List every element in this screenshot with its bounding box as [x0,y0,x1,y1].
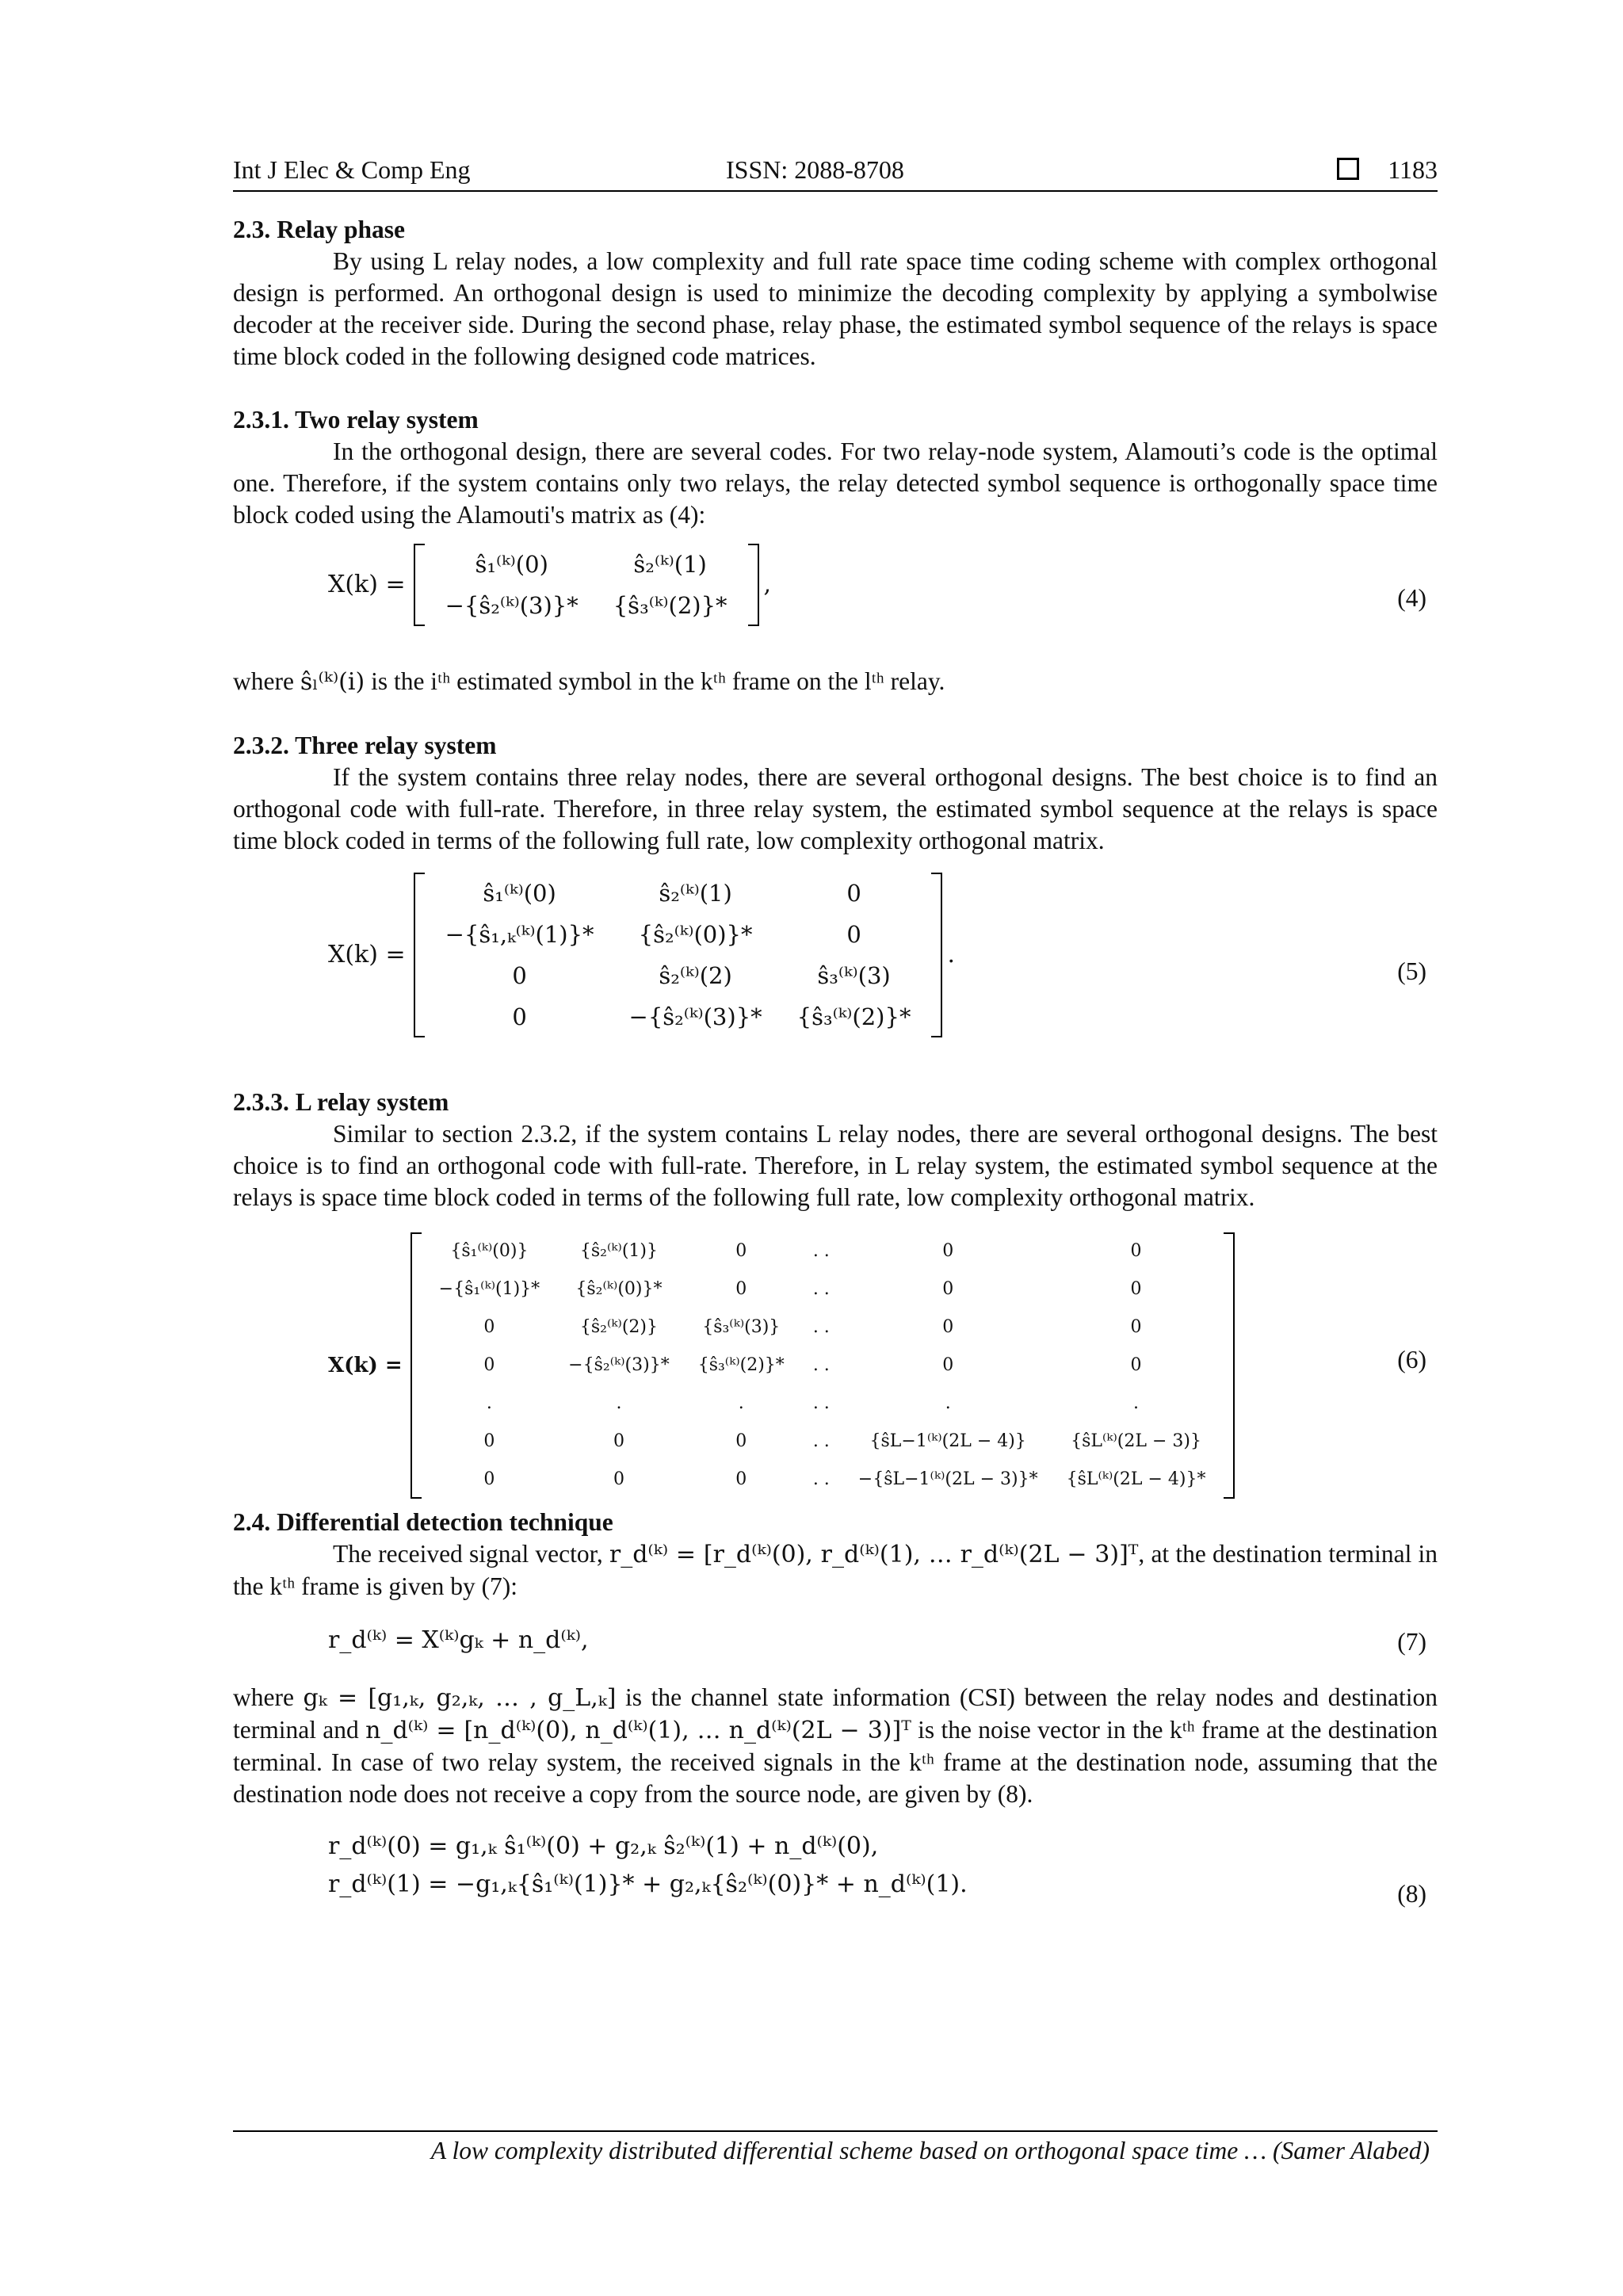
matrix-cell: {ŝ₃⁽ᵏ⁾(2)}* [796,1003,911,1030]
running-footer [233,2130,1438,2165]
matrix-cell: {ŝ₃⁽ᵏ⁾(2)}* [613,592,727,619]
matrix-cell: . [1133,1393,1140,1413]
matrix-cell: −{ŝL−1⁽ᵏ⁾(2L − 3)}* [857,1469,1038,1489]
matrix-cell: 0 [483,1355,495,1375]
equation-5-lhs: X(k) = [328,941,406,968]
matrix-cell: ŝ₃⁽ᵏ⁾(3) [817,962,891,989]
paragraph-three-relay: If the system contains three relay nodes, there are several orthogonal designs. The best choice is to find an orthogonal code with full-rate. Therefore, in three relay system, the estimated symbol sequence at the relays is space time block coded in terms of the following full rate, low complexity orthogonal matrix. [233,763,1438,854]
matrix-cell: . . [812,1317,830,1337]
matrix-cell: {ŝ₃⁽ᵏ⁾(2)}* [697,1355,785,1375]
matrix-cell: {ŝ₂⁽ᵏ⁾(0)}* [575,1279,663,1299]
matrix-cell: 0 [942,1317,954,1337]
where-text: is the iᵗʰ estimated symbol in the kᵗʰ frame on the lᵗʰ relay. [365,667,945,695]
matrix-cell: 0 [735,1279,747,1299]
where-symbol: ŝₗ⁽ᵏ⁾(i) [300,668,365,696]
matrix-cell: 0 [942,1355,954,1375]
footer-title: A low complexity distributed differential scheme based on orthogonal space time … (Samer Alabed) [430,2137,1430,2164]
equation-4 [233,531,1438,666]
matrix-cell: 0 [1130,1355,1142,1375]
matrix-cell: {ŝ₂⁽ᵏ⁾(1)} [579,1241,658,1261]
matrix-cell: −{ŝ₂⁽ᵏ⁾(3)}* [568,1355,670,1375]
where-text: is the channel state information (CSI) between the relay nodes and destination terminal and [233,1683,1438,1744]
equation-4-lhs: X(k) = [328,571,406,598]
matrix-cell: 0 [1130,1317,1142,1337]
matrix-cell: . . [812,1469,830,1489]
matrix-cell: −{ŝ₁⁽ᵏ⁾(1)}* [438,1279,540,1299]
equation-8 [233,1810,1438,1913]
equation-number-8: (8) [1397,1880,1426,1908]
body-text [233,214,1438,1913]
equation-5-trail: . [947,941,955,968]
matrix-cell: 0 [1130,1279,1142,1299]
noise-vector-expr: n_d⁽ᵏ⁾ = [n_d⁽ᵏ⁾(0), n_d⁽ᵏ⁾(1), … n_d⁽ᵏ⁾(2L − 3)]ᵀ [365,1717,911,1744]
matrix-cell: −{ŝ₂⁽ᵏ⁾(3)}* [445,592,579,619]
equation-5 [233,857,1438,1087]
matrix-cell: 0 [846,921,861,948]
alamouti-matrix [414,544,759,626]
matrix-cell: −{ŝ₂⁽ᵏ⁾(3)}* [628,1003,762,1030]
where-text: where [233,667,300,695]
equation-number-7: (7) [1397,1628,1426,1656]
section-heading-2-4: 2.4. Differential detection technique [233,1508,613,1536]
matrix-cell: 0 [735,1431,747,1451]
matrix-cell: ŝ₂⁽ᵏ⁾(2) [659,962,732,989]
matrix-cell: . [616,1393,622,1413]
matrix-cell: {ŝ₂⁽ᵏ⁾(2)} [579,1317,658,1337]
matrix-cell: . . [812,1241,830,1261]
paragraph-text: , at the destination terminal in the kᵗʰ frame is given by (7): [233,1540,1438,1600]
matrix-cell: 0 [735,1469,747,1489]
where-clause-4 [233,666,1438,698]
where-text: where [233,1683,304,1711]
matrix-cell: 0 [483,1317,495,1337]
l-relay-matrix [411,1232,1235,1499]
matrix-cell: {ŝ₂⁽ᵏ⁾(0)}* [638,921,753,948]
journal-name: Int J Elec & Comp Eng [233,155,471,184]
equation-number-5: (5) [1397,957,1426,985]
equation-8-line-1: r_d⁽ᵏ⁾(0) = g₁,ₖ ŝ₁⁽ᵏ⁾(0) + g₂,ₖ ŝ₂⁽ᵏ⁾(1) + n_d⁽ᵏ⁾(0), [328,1832,879,1860]
matrix-cell: 0 [942,1279,954,1299]
running-header [233,155,1438,192]
page-number: 1183 [1388,155,1438,184]
matrix-cell: ŝ₁⁽ᵏ⁾(0) [483,880,556,907]
matrix-cell: 0 [735,1241,747,1261]
matrix-cell: 0 [1130,1241,1142,1261]
matrix-cell: −{ŝ₁,ₖ⁽ᵏ⁾(1)}* [445,921,594,948]
equation-number-4: (4) [1397,584,1426,612]
matrix-cell: ŝ₁⁽ᵏ⁾(0) [475,551,548,578]
section-heading-2-3: 2.3. Relay phase [233,216,406,243]
matrix-cell: 0 [483,1431,495,1451]
equation-7 [233,1603,1438,1682]
matrix-cell: 0 [613,1469,624,1489]
section-heading-2-3-2: 2.3.2. Three relay system [233,732,497,759]
paragraph-text: The received signal vector, [333,1540,609,1568]
matrix-cell: {ŝL⁽ᵏ⁾(2L − 3)} [1071,1431,1201,1451]
csi-vector-expr: gₖ = [g₁,ₖ, g₂,ₖ, … , g_L,ₖ] [303,1684,617,1712]
received-vector-expr: r_d⁽ᵏ⁾ = [r_d⁽ᵏ⁾(0), r_d⁽ᵏ⁾(1), … r_d⁽ᵏ⁾(2L − 3)]ᵀ [609,1541,1139,1568]
equation-8-line-2: r_d⁽ᵏ⁾(1) = −g₁,ₖ{ŝ₁⁽ᵏ⁾(1)}* + g₂,ₖ{ŝ₂⁽ᵏ⁾(0)}* + n_d⁽ᵏ⁾(1). [328,1870,968,1898]
equation-number-6: (6) [1397,1346,1426,1373]
equation-6 [233,1213,1438,1507]
matrix-cell: {ŝ₃⁽ᵏ⁾(3)} [702,1317,781,1337]
page-number-group [1337,155,1438,185]
section-heading-2-3-3: 2.3.3. L relay system [233,1088,449,1116]
matrix-cell: {ŝL−1⁽ᵏ⁾(2L − 4)} [869,1431,1026,1451]
matrix-cell: 0 [613,1431,624,1451]
equation-4-trail: , [763,571,772,598]
paragraph-relay-phase: By using L relay nodes, a low complexity and full rate space time coding scheme with complex orthogonal design is performed. An orthogonal design is used to minimize the decoding complexity by applying a symbolwise decoder at the receiver side. During the second phase, relay phase, the estimated symbol sequence of the relays is space time block coded in the following designed code matrices. [233,247,1438,370]
matrix-cell: {ŝ₁⁽ᵏ⁾(0)} [450,1241,529,1261]
equation-6-lhs: X(k) = [328,1354,403,1377]
three-relay-matrix [414,873,943,1037]
matrix-cell: . . [812,1279,830,1299]
where-clause-7 [233,1682,1438,1810]
paragraph-l-relay: Similar to section 2.3.2, if the system contains L relay nodes, there are several orthogonal designs. The best choice is to find an orthogonal code with full-rate. Therefore, in L relay system, the estimated symbol sequence at the relays is space time block coded in terms of the following full rate, low complexity orthogonal matrix. [233,1120,1438,1211]
matrix-cell: ŝ₂⁽ᵏ⁾(1) [633,551,707,578]
where-text: is the noise vector in the kᵗʰ frame at the destination terminal. In case of two relay system, the received signals in the kᵗʰ frame at the destination node, assuming that the destination node does not receive a copy from the source node, are given by (8). [233,1716,1438,1808]
section-heading-2-3-1: 2.3.1. Two relay system [233,406,479,434]
matrix-cell: 0 [846,880,861,907]
matrix-cell: . . [812,1393,830,1413]
equation-7-expr: r_d⁽ᵏ⁾ = X⁽ᵏ⁾gₖ + n_d⁽ᵏ⁾, [328,1626,589,1654]
paragraph-received-vector [233,1538,1438,1603]
matrix-cell: 0 [512,1003,527,1030]
matrix-cell: . [945,1393,951,1413]
issn: ISSN: 2088-8708 [726,155,904,184]
matrix-cell: ŝ₂⁽ᵏ⁾(1) [659,880,732,907]
matrix-cell: . . [812,1355,830,1375]
matrix-cell: . [486,1393,492,1413]
matrix-cell: {ŝL⁽ᵏ⁾(2L − 4)}* [1066,1469,1206,1489]
matrix-cell: 0 [942,1241,954,1261]
matrix-cell: . . [812,1431,830,1451]
matrix-cell: 0 [483,1469,495,1489]
square-bullet-icon [1337,158,1359,180]
matrix-cell: . [738,1393,744,1413]
matrix-cell: 0 [512,962,527,989]
paragraph-two-relay: In the orthogonal design, there are several codes. For two relay-node system, Alamouti’s code is the optimal one. Therefore, if the system contains only two relays, the relay detected symbol sequence is orthogonally space time block coded using the Alamouti's matrix as (4): [233,437,1438,529]
